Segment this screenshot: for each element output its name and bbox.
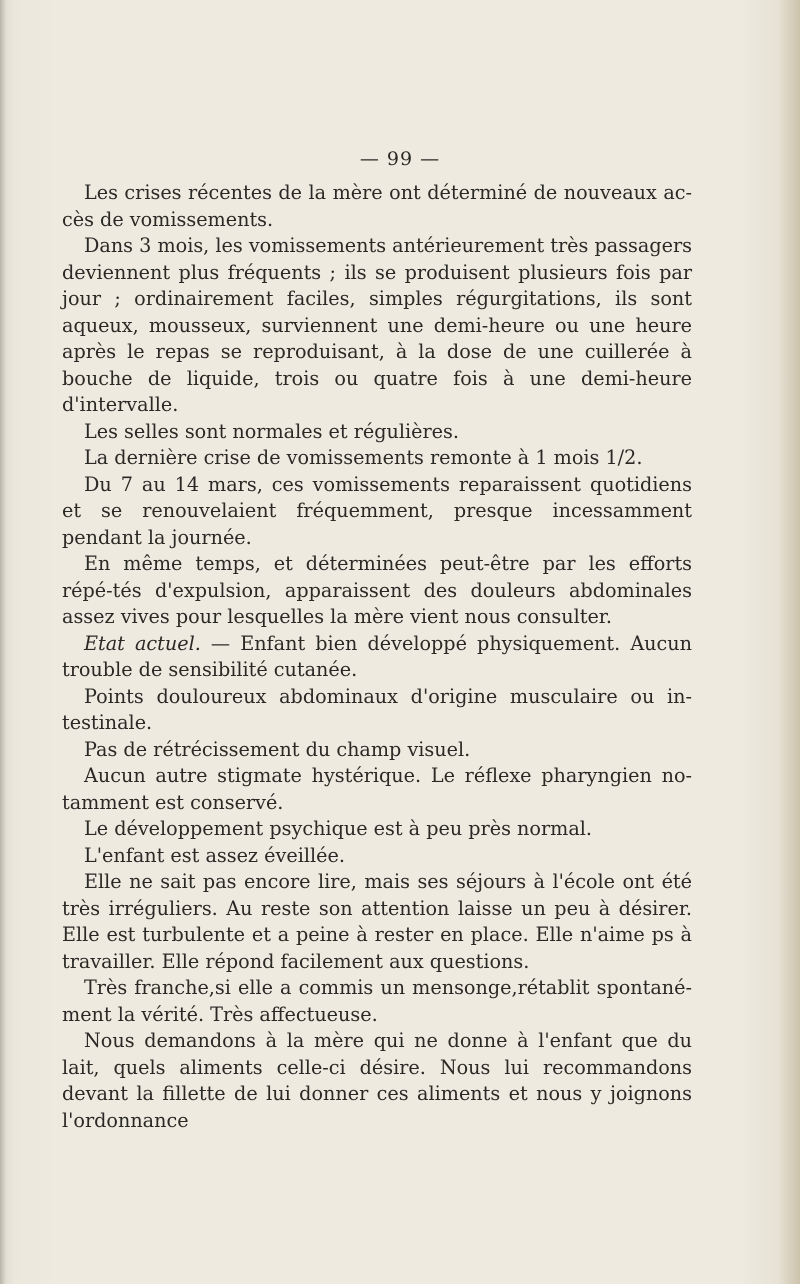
paragraph: Du 7 au 14 mars, ces vomissements reparaissent quotidiens et se renouvelaient fréquemment, presque incessamment pendant la journée.	[62, 472, 692, 549]
paragraph: Nous demandons à la mère qui ne donne à l'enfant que du lait, quels aliments celle-ci désire. Nous lui recommandons devant la fillette de lui donner ces aliments et nous y joignons l'ordonnance	[62, 1029, 692, 1132]
paragraph: Le développement psychique est à peu près normal.	[84, 817, 593, 840]
etat-actuel-text: — Enfant bien développé physiquement. Aucun trouble de sensibilité cutanée.	[62, 631, 692, 681]
paragraph: L'enfant est assez éveillée.	[84, 843, 345, 867]
paragraph: La dernière crise de vomissements remonte à 1 mois 1/2.	[84, 446, 643, 469]
paragraph: Points douloureux abdominaux d'origine musculaire ou in-testinale.	[62, 684, 692, 734]
body-text	[62, 180, 692, 1134]
paragraph: Aucun autre stigmate hystérique. Le réflexe pharyngien no-tamment est conservé.	[62, 764, 692, 814]
etat-actuel-paragraph	[62, 631, 692, 684]
paragraph: En même temps, et déterminées peut-être par les efforts répé-tés d'expulsion, apparaissent des douleurs abdominales assez vives pour lesquelles la mère vient nous consulter.	[62, 552, 692, 628]
paragraph: Les crises récentes de la mère ont déterminé de nouveaux ac-cès de vomissements.	[62, 181, 692, 231]
paragraph: Pas de rétrécissement du champ visuel.	[84, 737, 471, 761]
paragraph: Dans 3 mois, les vomissements antérieurement très passagers deviennent plus fréquents ; ils se produisent plusieurs fois par jour ; ordinairement faciles, simples régurgitations, ils sont aqueux, mousseux, surviennent une demi-heure ou une heure après le repas se reproduisant, à la dose de une cuillerée à bouche de liquide, trois ou quatre fois à une demi-heure d'intervalle.	[62, 234, 692, 416]
page-number: — 99 —	[359, 148, 441, 170]
paragraph: Elle ne sait pas encore lire, mais ses séjours à l'école ont été très irréguliers. Au reste son attention laisse un peu à désirer. Elle est turbulente et a peine à rester en place. Elle n'aime ps à travailler. Elle répond facilement aux questions.	[62, 870, 692, 973]
page-edge-stain	[778, 0, 800, 1284]
paragraph: Les selles sont normales et régulières.	[84, 419, 459, 443]
etat-actuel-label: Etat actuel.	[84, 631, 201, 655]
paragraph: Très franche,si elle a commis un mensonge,rétablit spontané-ment la vérité. Très affectueuse.	[62, 976, 692, 1026]
page-binding-shadow	[0, 0, 6, 1284]
